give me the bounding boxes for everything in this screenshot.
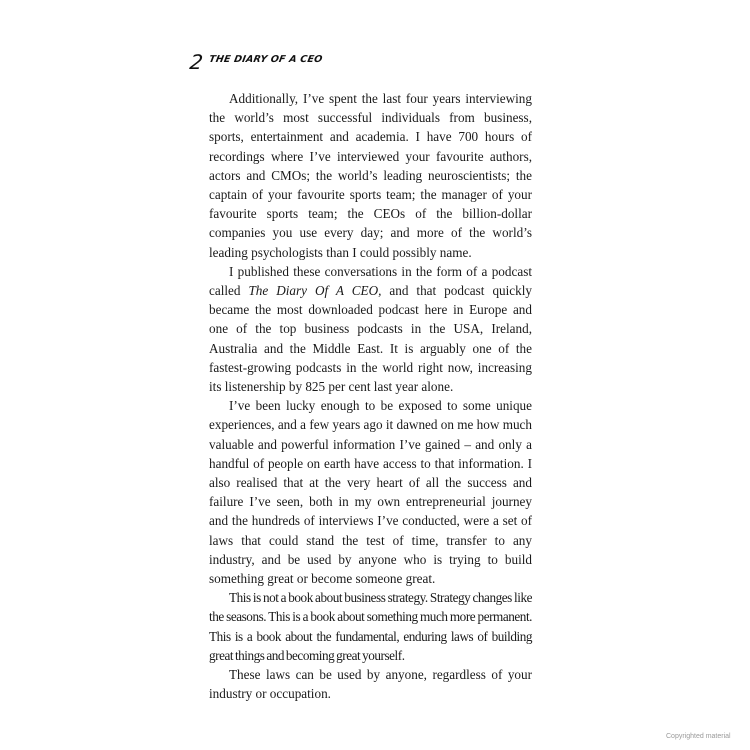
paragraph-4 bbox=[209, 588, 532, 665]
paragraph-2 bbox=[209, 262, 532, 396]
body-text bbox=[209, 89, 532, 704]
paragraph-3 bbox=[209, 396, 532, 588]
paragraph-1-text: Additionally, I’ve spent the last four years interviewing the world’s most successful individuals from business, sports, entertainment and academia. I have 700 hours of recordings where I’ve interviewed your favourite authors, actors and CMOs; the world’s leading neuroscientists; the captain of your favourite sports team; the manager of your favourite sports team; the CEOs of the billion-dollar companies you use every day; and more of the world’s leading psychologists than I could possibly name. bbox=[209, 91, 532, 260]
podcast-title: The Diary Of A CEO, bbox=[248, 283, 382, 299]
paragraph-5-text: These laws can be used by anyone, regardless of your industry or occupation. bbox=[209, 667, 532, 702]
paragraph-4-text: This is not a book about business strategy. Strategy changes like the seasons. This is a book about something much more permanent. This is a book about the fundamental, enduring laws of building great things and becoming great yourself. bbox=[209, 590, 532, 663]
paragraph-3-text: I’ve been lucky enough to be exposed to some unique experiences, and a few years ago it dawned on me how much valuable and powerful information I’ve gained – and only a handful of people on earth have access to that information. I also realised that at the very heart of all the success and failure I’ve seen, both in my own entrepreneurial journey and the hundreds of interviews I’ve conducted, were a set of laws that could stand the test of time, transfer to any industry, and be used by anyone who is trying to build something great or become someone great. bbox=[209, 398, 532, 587]
paragraph-5 bbox=[209, 665, 532, 703]
page-number: 2 bbox=[188, 50, 205, 74]
copyright-watermark: Copyrighted material bbox=[666, 733, 731, 740]
paragraph-2-text-start: I published these conversations in the form of a podcast called bbox=[209, 263, 532, 299]
running-head bbox=[190, 50, 322, 72]
book-title: THE DIARY OF A CEO bbox=[207, 54, 324, 65]
paragraph-2-text-end: and that podcast quickly became the most downloaded podcast here in Europe and one of the top business podcasts in the USA, Ireland, Australia and the Middle East. It is arguably one of the fastest-growing podcasts in the world right now, increasing its listenership by 825 per cent last year alone. bbox=[209, 283, 532, 395]
paragraph-1 bbox=[209, 89, 532, 262]
